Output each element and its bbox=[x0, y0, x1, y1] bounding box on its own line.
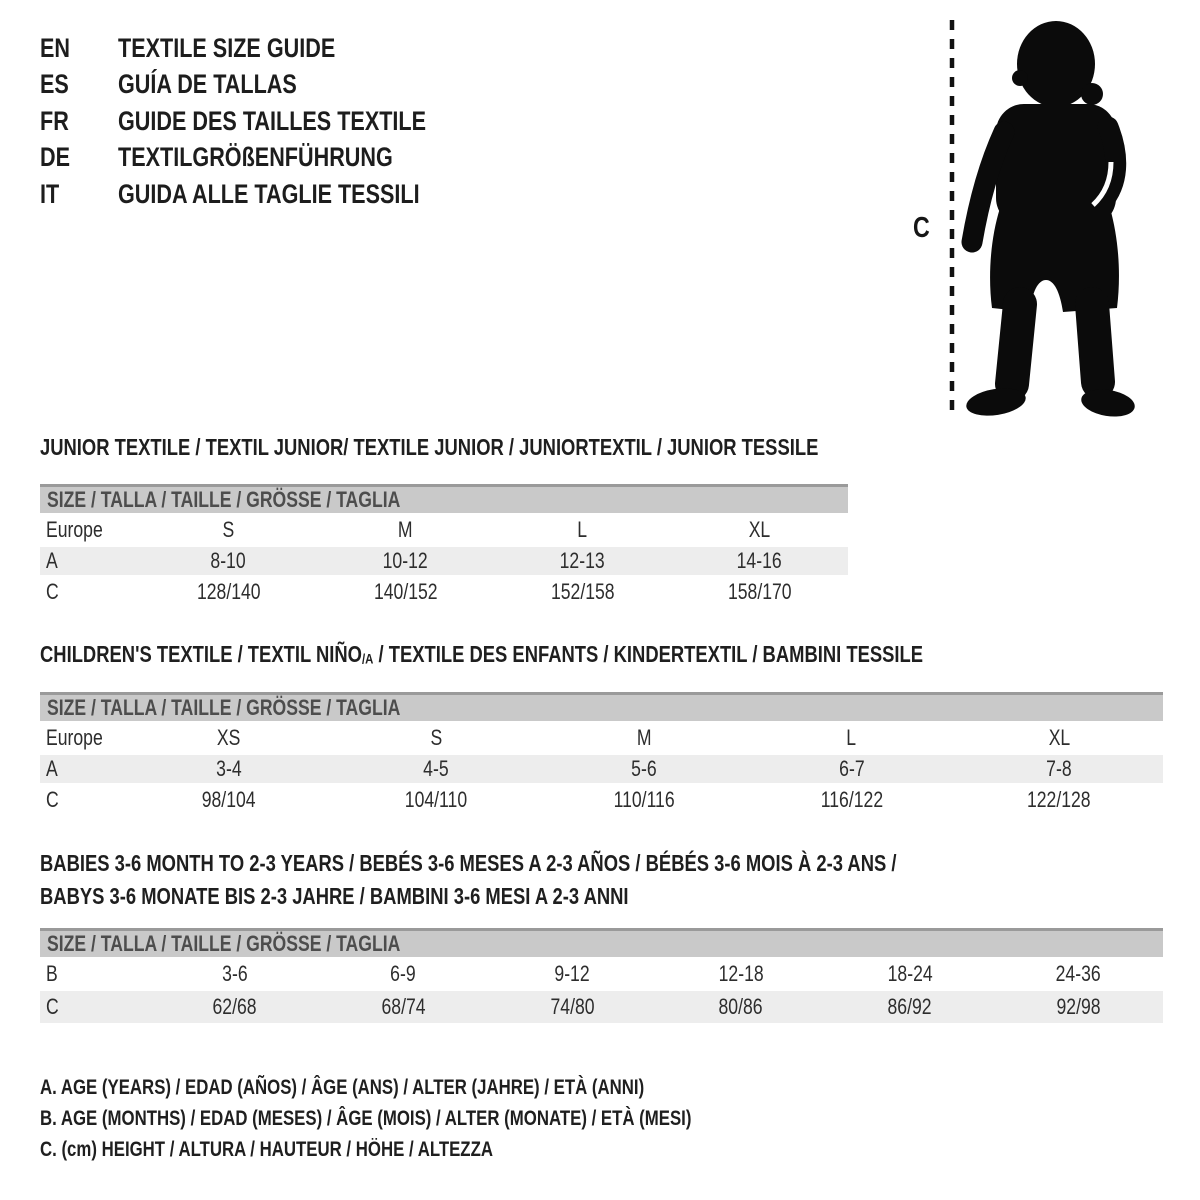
legend-line-a: A. AGE (YEARS) / EDAD (AÑOS) / ÂGE (ANS) / ALTER (JAHRE) / ETÀ (ANNI) bbox=[40, 1076, 645, 1099]
table-cell: 92/98 bbox=[1056, 994, 1101, 1019]
junior-section-title: JUNIOR TEXTILE / TEXTIL JUNIOR/ TEXTILE JUNIOR / JUNIORTEXTIL / JUNIOR TESSILE bbox=[40, 434, 819, 460]
table-cell: M bbox=[398, 517, 413, 542]
language-title: GUIDE DES TAILLES TEXTILE bbox=[118, 105, 427, 136]
children-size-table bbox=[40, 692, 1163, 817]
size-header-label: SIZE / TALLA / TAILLE / GRÖSSE / TAGLIA bbox=[47, 931, 401, 956]
row-label: C bbox=[46, 787, 59, 812]
table-cell: 152/158 bbox=[550, 579, 615, 604]
language-row bbox=[40, 30, 503, 67]
table-row-a bbox=[40, 755, 1163, 783]
legend-line-c: C. (cm) HEIGHT / ALTURA / HAUTEUR / HÖHE / ALTEZZA bbox=[40, 1138, 493, 1161]
row-label: C bbox=[46, 579, 59, 604]
table-row-b bbox=[40, 957, 1163, 991]
height-measure-label: C bbox=[913, 212, 930, 244]
table-cell: 5-6 bbox=[631, 756, 657, 781]
language-code: DE bbox=[40, 142, 71, 173]
table-cell: 3-6 bbox=[221, 961, 248, 986]
legend-line-b: B. AGE (MONTHS) / EDAD (MESES) / ÂGE (MOIS) / ALTER (MONATE) / ETÀ (MESI) bbox=[40, 1107, 692, 1130]
table-cell: 74/80 bbox=[550, 994, 595, 1019]
language-row bbox=[40, 176, 503, 213]
table-cell: 6-9 bbox=[390, 961, 416, 986]
row-label: A bbox=[46, 756, 58, 781]
table-cell: 128/140 bbox=[196, 579, 261, 604]
title-subscript: /A bbox=[361, 651, 374, 668]
table-cell: L bbox=[846, 725, 857, 750]
table-cell: 4-5 bbox=[423, 756, 450, 781]
table-cell: M bbox=[636, 725, 652, 750]
children-section-title: CHILDREN'S TEXTILE / TEXTIL NIÑO/A / TEXTILE DES ENFANTS / KINDERTEXTIL / BAMBINI TESSILE bbox=[40, 641, 924, 668]
row-label: A bbox=[46, 548, 58, 573]
table-cell: 68/74 bbox=[381, 994, 426, 1019]
table-cell: 86/92 bbox=[887, 994, 932, 1019]
table-cell: 12-13 bbox=[559, 548, 606, 573]
table-row-europe bbox=[40, 513, 848, 547]
babies-section-title: BABIES 3-6 MONTH TO 2-3 YEARS / BEBÉS 3-6 MESES A 2-3 AÑOS / BÉBÉS 3-6 MOIS À 2-3 ANS / BABYS 3-6 MONATE BIS 2-3 JAHRE / BAMBINI 3-6 MESI A 2-3 ANNI bbox=[40, 850, 897, 909]
table-row-a bbox=[40, 547, 848, 575]
size-header-bar bbox=[40, 928, 1163, 957]
table-cell: 158/170 bbox=[727, 579, 792, 604]
table-cell: XL bbox=[1048, 725, 1070, 750]
table-cell: 24-36 bbox=[1056, 961, 1102, 986]
language-title: GUIDA ALLE TAGLIE TESSILI bbox=[118, 178, 420, 209]
language-list bbox=[40, 30, 503, 213]
table-cell: 62/68 bbox=[212, 994, 257, 1019]
row-label: Europe bbox=[46, 725, 103, 750]
row-label: C bbox=[46, 994, 59, 1019]
table-row-c bbox=[40, 783, 1163, 817]
table-cell: 14-16 bbox=[736, 548, 783, 573]
language-code: ES bbox=[40, 69, 69, 100]
toddler-figure bbox=[940, 12, 1150, 424]
table-cell: XL bbox=[748, 517, 771, 542]
language-row bbox=[40, 103, 503, 140]
table-cell: XS bbox=[217, 725, 241, 750]
toddler-silhouette-icon bbox=[964, 21, 1136, 420]
table-row-c bbox=[40, 575, 848, 609]
table-cell: L bbox=[577, 517, 588, 542]
size-header-bar bbox=[40, 692, 1163, 721]
table-cell: 3-4 bbox=[216, 756, 242, 781]
table-cell: 18-24 bbox=[887, 961, 933, 986]
table-row-europe bbox=[40, 721, 1163, 755]
table-cell: 10-12 bbox=[382, 548, 429, 573]
table-cell: 98/104 bbox=[201, 787, 256, 812]
table-cell: 8-10 bbox=[210, 548, 247, 573]
junior-size-table bbox=[40, 484, 848, 609]
table-cell: 110/116 bbox=[613, 787, 675, 812]
table-cell: 9-12 bbox=[554, 961, 590, 986]
table-cell: S bbox=[222, 517, 235, 542]
language-title: GUÍA DE TALLAS bbox=[118, 69, 297, 100]
size-header-bar bbox=[40, 484, 848, 513]
size-header-label: SIZE / TALLA / TAILLE / GRÖSSE / TAGLIA bbox=[47, 695, 401, 720]
table-row-c bbox=[40, 991, 1163, 1023]
language-code: FR bbox=[40, 105, 69, 136]
language-title: TEXTILGRÖßENFÜHRUNG bbox=[118, 142, 393, 173]
language-code: IT bbox=[40, 178, 60, 209]
table-cell: 80/86 bbox=[718, 994, 763, 1019]
row-label: B bbox=[46, 961, 58, 986]
row-label: Europe bbox=[46, 517, 103, 542]
table-cell: 104/110 bbox=[405, 787, 468, 812]
size-header-label: SIZE / TALLA / TAILLE / GRÖSSE / TAGLIA bbox=[47, 487, 401, 512]
table-cell: 140/152 bbox=[373, 579, 438, 604]
language-title: TEXTILE SIZE GUIDE bbox=[118, 32, 336, 63]
table-cell: 122/128 bbox=[1027, 787, 1091, 812]
language-row bbox=[40, 67, 503, 104]
legend bbox=[40, 1072, 854, 1165]
language-row bbox=[40, 140, 503, 177]
table-cell: 116/122 bbox=[820, 787, 883, 812]
language-code: EN bbox=[40, 32, 71, 63]
table-cell: 7-8 bbox=[1046, 756, 1072, 781]
table-cell: 12-18 bbox=[718, 961, 764, 986]
table-cell: 6-7 bbox=[838, 756, 865, 781]
table-cell: S bbox=[430, 725, 443, 750]
babies-size-table bbox=[40, 928, 1163, 1023]
